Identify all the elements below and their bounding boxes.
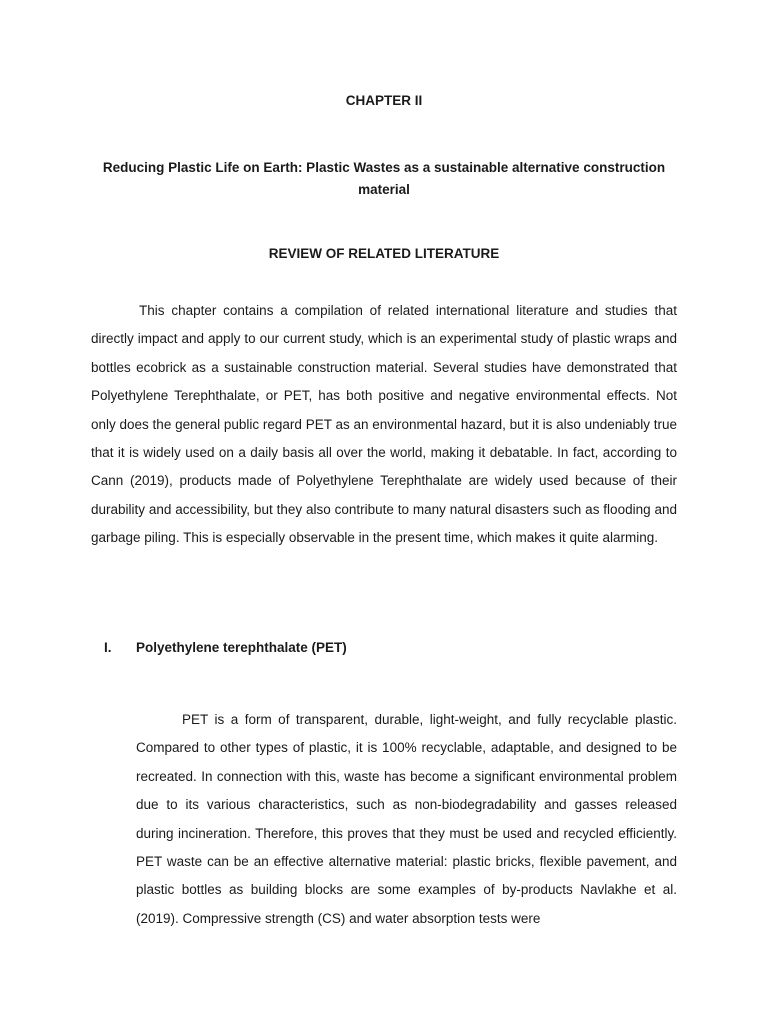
chapter-heading: CHAPTER II xyxy=(345,93,423,108)
pet-paragraph: PET is a form of transparent, durable, light-weight, and fully recyclable plastic. Compared to other types of plastic, it is 100% recyclable, adaptable, and designed to be recreated. In connection with this, waste has become a significant environmental problem due to its various characteristics, such as non-biodegradability and gasses released during incineration. Therefore, this proves that they must be used and recycled efficiently. PET waste can be an effective alternative material: plastic bricks, flexible pavement, and plastic bottles as building blocks are some examples of by-products Navlakhe et al. (2019). Compressive strength (CS) and water absorption tests were xyxy=(136,712,677,926)
intro-paragraph: This chapter contains a compilation of related international literature and studies that directly impact and apply to our current study, which is an experimental study of plastic wraps and bottles ecobrick as a sustainable construction material. Several studies have demonstrated that Polyethylene Terephthalate, or PET, has both positive and negative environmental effects. Not only does the general public regard PET as an environmental hazard, but it is also undeniably true that it is widely used on a daily basis all over the world, making it debatable. In fact, according to Cann (2019), products made of Polyethylene Terephthalate are widely used because of their durability and accessibility, but they also contribute to many natural disasters such as flooding and garbage piling. This is especially observable in the present time, which makes it quite alarming. xyxy=(91,303,677,546)
subsection-title: Polyethylene terephthalate (PET) xyxy=(136,640,347,655)
subsection-heading xyxy=(104,640,347,655)
subsection-number: I. xyxy=(104,640,112,655)
document-title: Reducing Plastic Life on Earth: Plastic Wastes as a sustainable alternative construction material xyxy=(102,160,666,197)
section-heading: REVIEW OF RELATED LITERATURE xyxy=(268,246,500,261)
